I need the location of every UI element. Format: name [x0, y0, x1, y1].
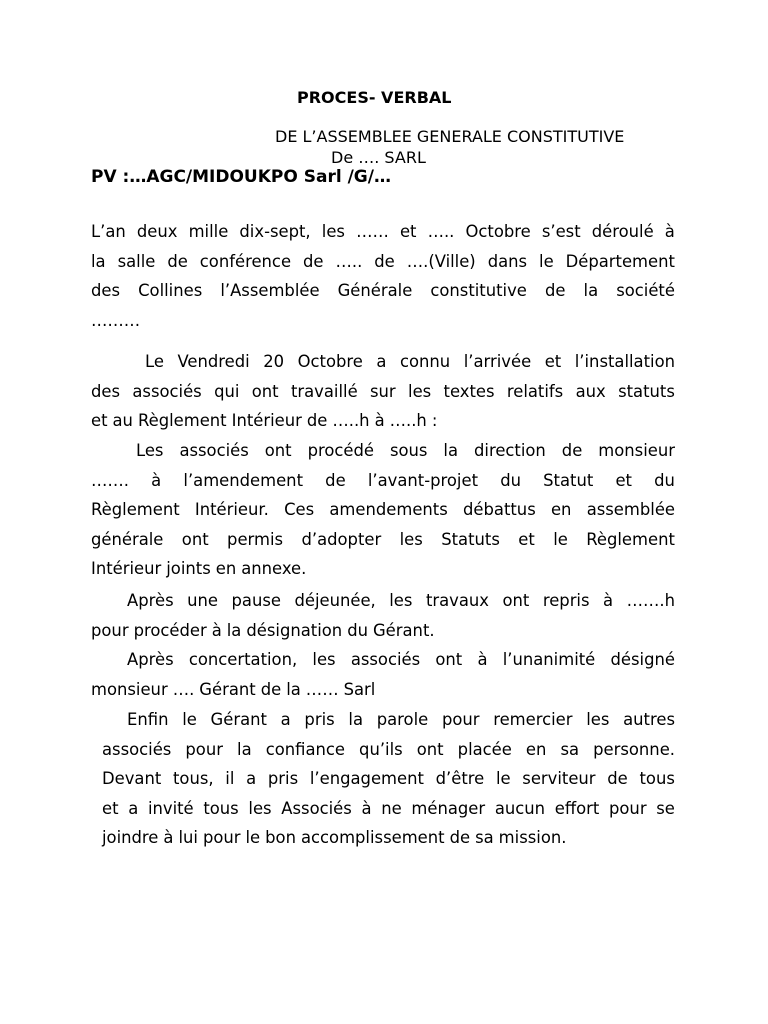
pv-reference: PV :…AGC/MIDOUKPO Sarl /G/…: [91, 167, 391, 187]
paragraph-3: [91, 436, 675, 584]
paragraph-line: L’an deux mille dix-sept, les …… et ….. Octobre s’est déroulé à: [91, 222, 675, 241]
paragraph-4: [91, 586, 675, 645]
paragraph-1: [91, 217, 675, 335]
paragraph-line: ………: [91, 310, 141, 330]
paragraph-line: ……. à l’amendement de l’avant-projet du Statut et du: [91, 470, 675, 490]
paragraph-line: générale ont permis d’adopter les Statuts et le Règlement: [91, 529, 675, 549]
document-subtitle-line-2: De …. SARL: [331, 148, 426, 167]
paragraph-line: pour procéder à la désignation du Gérant.: [91, 620, 435, 640]
paragraph-line: Les associés ont procédé sous la direction de monsieur: [136, 441, 675, 460]
paragraph-line: la salle de conférence de ….. de ….(Ville) dans le Département: [91, 251, 675, 271]
paragraph-line: Intérieur joints en annexe.: [91, 559, 307, 579]
document-subtitle-line-1: DE L’ASSEMBLEE GENERALE CONSTITUTIVE: [275, 127, 625, 146]
paragraph-line: et a invité tous les Associés à ne ménager aucun effort pour se: [102, 798, 675, 818]
paragraph-line: monsieur …. Gérant de la …… Sarl: [91, 679, 376, 699]
paragraph-line: des Collines l’Assemblée Générale constitutive de la société: [91, 281, 675, 301]
paragraph-line: des associés qui ont travaillé sur les textes relatifs aux statuts: [91, 381, 675, 401]
paragraph-line: joindre à lui pour le bon accomplissement de sa mission.: [102, 828, 567, 848]
paragraph-line: Règlement Intérieur. Ces amendements débattus en assemblée: [91, 500, 675, 520]
paragraph-line: Après une pause déjeunée, les travaux ont repris à …….h: [127, 591, 675, 610]
paragraph-line: associés pour la confiance qu’ils ont placée en sa personne.: [102, 739, 675, 759]
document-title: PROCES- VERBAL: [297, 88, 452, 107]
paragraph-line: et au Règlement Intérieur de …..h à …..h :: [91, 411, 438, 431]
paragraph-2: [91, 347, 675, 436]
paragraph-line: Après concertation, les associés ont à l’unanimité désigné: [127, 650, 675, 669]
paragraph-line: Devant tous, il a pris l’engagement d’être le serviteur de tous: [102, 769, 675, 789]
paragraph-5: [91, 645, 675, 704]
paragraph-line: Le Vendredi 20 Octobre a connu l’arrivée et l’installation: [145, 352, 675, 371]
paragraph-6: [91, 705, 675, 853]
paragraph-line: Enfin le Gérant a pris la parole pour remercier les autres: [127, 710, 675, 729]
